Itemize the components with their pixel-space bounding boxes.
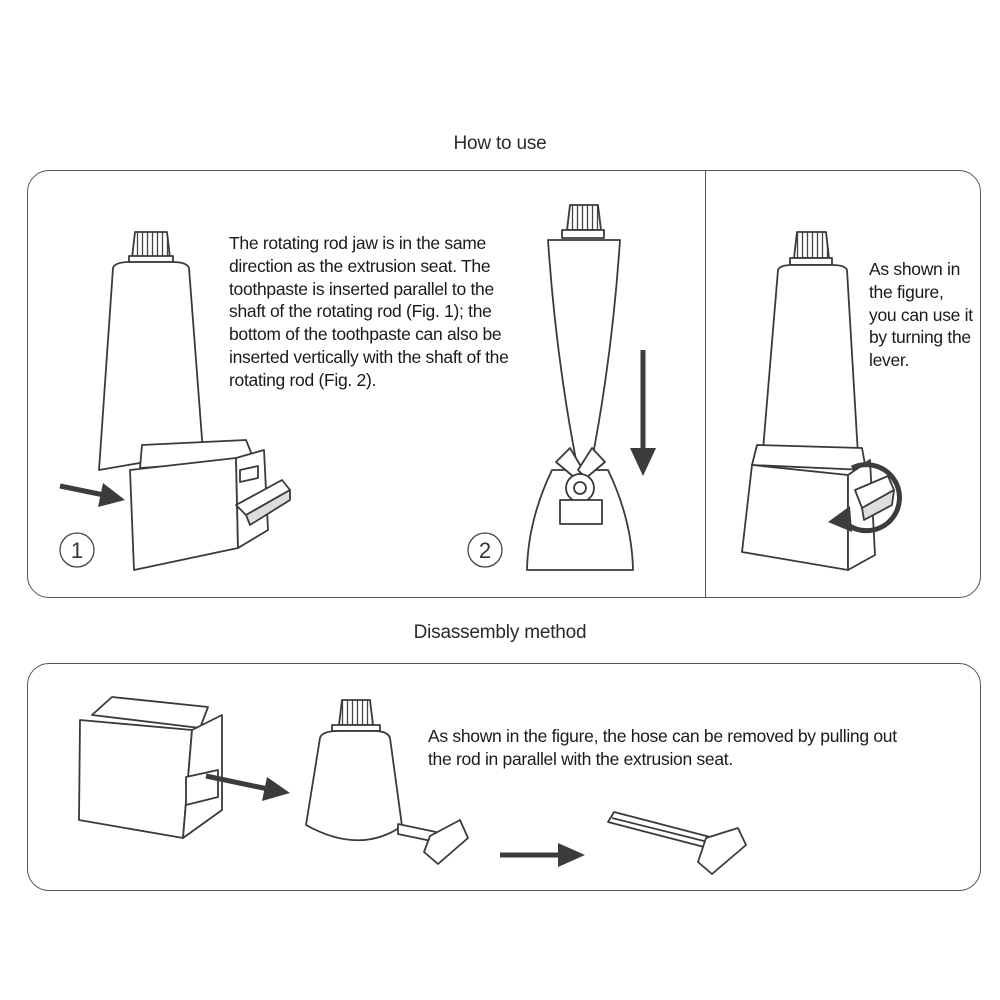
disassembly-tube-with-rod — [306, 700, 468, 864]
section-title-disassembly: Disassembly method — [413, 622, 587, 643]
disassembly-squeezer — [79, 697, 222, 838]
step-1-badge — [60, 533, 94, 567]
figure-3-turn-lever — [742, 232, 894, 570]
insert-arrow-icon — [60, 483, 125, 507]
removed-rod — [608, 812, 746, 874]
step-2-number: 2 — [478, 538, 492, 563]
step-2-badge — [468, 533, 502, 567]
removal-instructions-text: As shown in the figure, the hose can be removed by pulling out the rod in parallel with the extrusion seat. — [428, 726, 897, 769]
down-arrow-icon — [630, 350, 656, 476]
figure-2-vertical-insert — [527, 205, 633, 570]
lever-instructions-text: As shown in the figure, you can use it by turning the lever. — [869, 259, 973, 371]
figure-1-horizontal-insert — [99, 232, 290, 570]
section-title-how-to-use: How to use — [453, 133, 547, 154]
next-arrow-icon — [500, 843, 585, 867]
step-1-number: 1 — [70, 538, 84, 563]
insert-instructions-text: The rotating rod jaw is in the same direction as the extrusion seat. The toothpaste is inserted parallel to the shaft of the rotating rod (Fig. 1); the bottom of the toothpaste can also be inserted vertically with the shaft of the rotating rod (Fig. 2). — [229, 233, 509, 390]
